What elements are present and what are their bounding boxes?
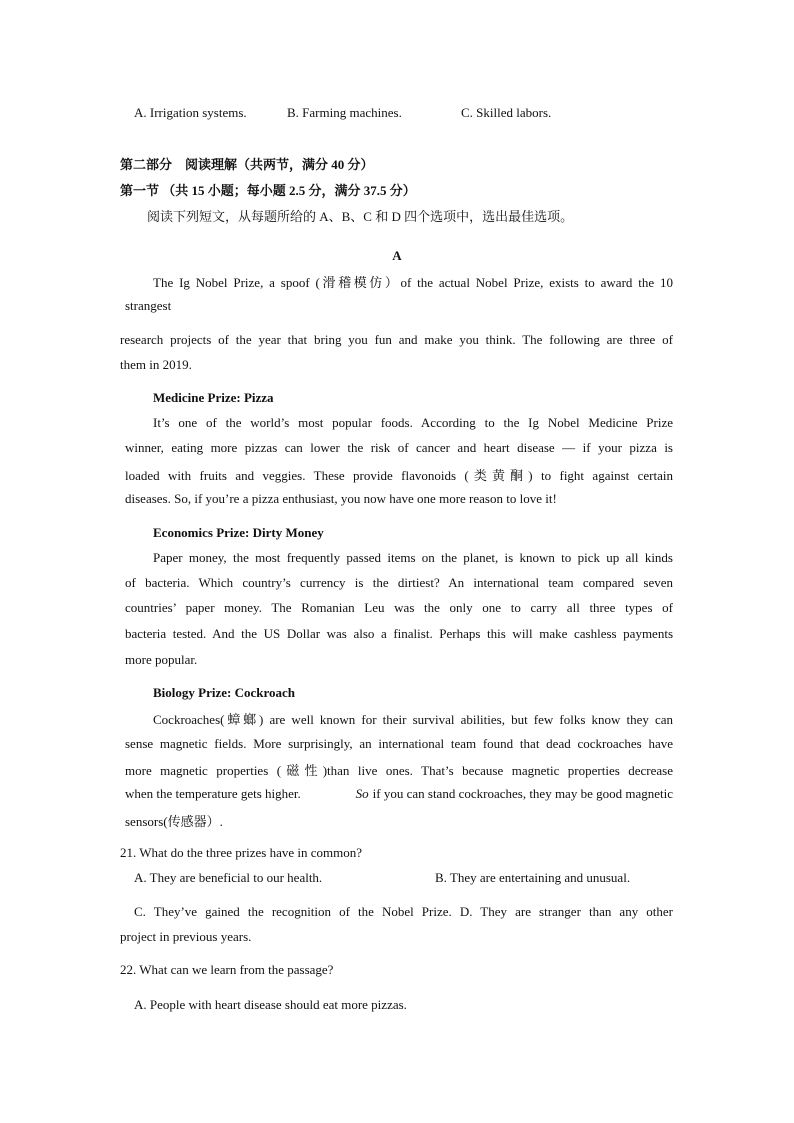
economics-title: Economics Prize: Dirty Money — [153, 525, 324, 540]
economics-line-3: countries’ paper money. The Romanian Leu was the only one to carry all three types of — [125, 600, 673, 615]
intro-line-2: strangest — [125, 298, 172, 313]
biology-line-1: Cockroaches(蟑螂) are well known for their survival abilities, but few folks know they can — [153, 712, 673, 727]
medicine-line-2: winner, eating more pizzas can lower the risk of cancer and heart disease — if your pizza is — [125, 440, 673, 455]
economics-line-1: Paper money, the most frequently passed items on the planet, is known to pick up all kinds — [153, 550, 673, 565]
q21-option-a: A. They are beneficial to our health. — [134, 870, 323, 885]
section1-heading: 第一节 （共 15 小题；每小题 2.5 分，满分 37.5 分） — [120, 183, 416, 198]
biology-line-4-part-1: when the temperature gets higher. — [125, 786, 301, 801]
medicine-title: Medicine Prize: Pizza — [153, 390, 274, 405]
option-b: B. Farming machines. — [287, 105, 402, 120]
biology-line-4 — [125, 786, 673, 802]
biology-title: Biology Prize: Cockroach — [153, 685, 296, 700]
medicine-line-3: loaded with fruits and veggies. These provide flavonoids (类黄酮) to fight against certain — [125, 468, 673, 483]
biology-line-5: sensors(传感器）. — [125, 814, 223, 829]
passage-label: A — [392, 248, 402, 263]
economics-line-4: bacteria tested. And the US Dollar was also a finalist. Perhaps this will make cashless payments — [125, 626, 673, 641]
q21-stem: 21. What do the three prizes have in common? — [120, 845, 362, 860]
biology-line-3: more magnetic properties (磁性)than live ones. That’s because magnetic properties decrease — [125, 763, 673, 778]
q21-option-cd-line-2: project in previous years. — [120, 929, 252, 944]
intro-line-1: The Ig Nobel Prize, a spoof (滑稽模仿）of the actual Nobel Prize, exists to award the 10 — [153, 275, 673, 290]
instructions: 阅读下列短文，从每题所给的 A、B、C 和 D 四个选项中，选出最佳选项。 — [147, 209, 574, 224]
biology-line-4-so: So — [355, 786, 369, 801]
option-c: C. Skilled labors. — [461, 105, 552, 120]
part2-heading: 第二部分 阅读理解（共两节，满分 40 分） — [120, 157, 374, 172]
biology-line-4-part-3: if you can stand cockroaches, they may be good magnetic — [372, 786, 673, 801]
q21-option-cd-line-1: C. They’ve gained the recognition of the Nobel Prize. D. They are stranger than any other — [134, 904, 673, 919]
biology-line-2: sense magnetic fields. More surprisingly, an international team found that dead cockroaches have — [125, 736, 673, 751]
q21-option-b: B. They are entertaining and unusual. — [435, 870, 631, 885]
biology-line-4-rest — [356, 786, 673, 802]
medicine-line-4: diseases. So, if you’re a pizza enthusiast, you now have one more reason to love it! — [125, 491, 557, 506]
q22-option-a: A. People with heart disease should eat more pizzas. — [134, 997, 407, 1012]
intro-line-4: them in 2019. — [120, 357, 192, 372]
economics-line-2: of bacteria. Which country’s currency is the dirtiest? An international team compared seven — [125, 575, 673, 590]
economics-line-5: more popular. — [125, 652, 198, 667]
q22-stem: 22. What can we learn from the passage? — [120, 962, 334, 977]
medicine-line-1: It’s one of the world’s most popular foods. According to the Ig Nobel Medicine Prize — [153, 415, 673, 430]
intro-line-3: research projects of the year that bring you fun and make you think. The following are three of — [120, 332, 673, 347]
option-a: A. Irrigation systems. — [134, 105, 247, 120]
